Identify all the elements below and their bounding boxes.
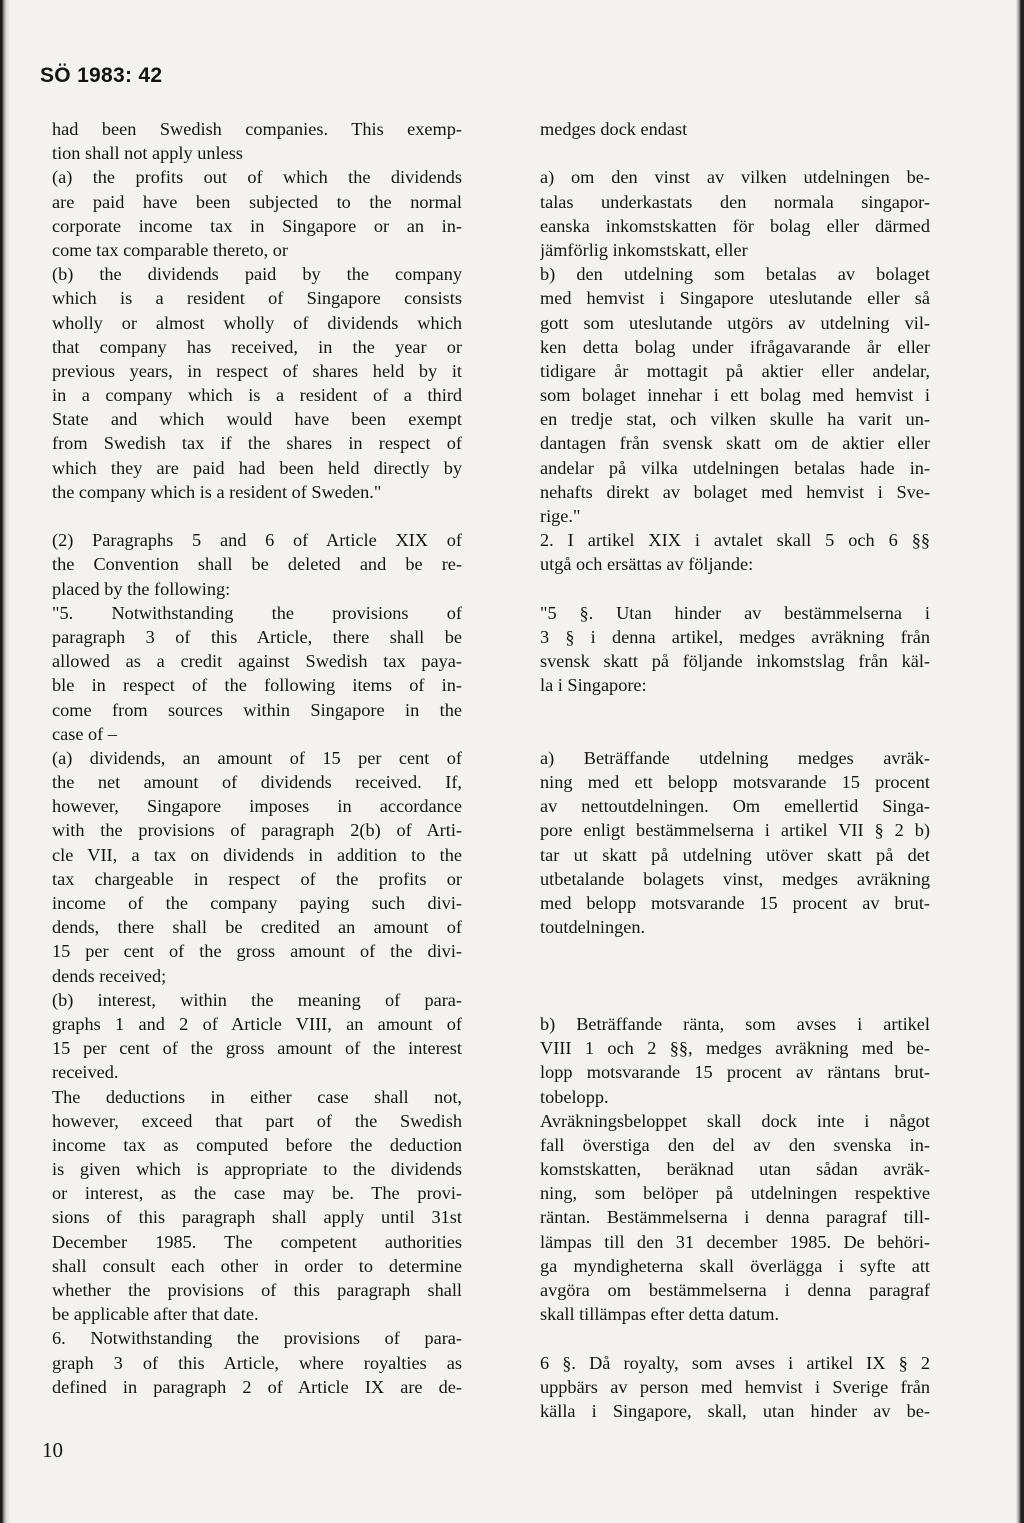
swedish-text-line: utgå och ersättas av följande: <box>540 554 754 575</box>
swedish-blank-line <box>540 1326 930 1350</box>
swedish-blank-line <box>540 722 930 746</box>
swedish-text-line: av nettoutdelningen. Om emellertid Singa- <box>540 796 930 817</box>
english-text-line: (2) Paragraphs 5 and 6 of Article XIX of <box>52 530 462 551</box>
english-text-line: dends, there shall be credited an amount of <box>52 917 462 938</box>
swedish-text-line: rige." <box>540 506 581 526</box>
english-text-line: (a) dividends, an amount of 15 per cent of <box>52 747 462 768</box>
swedish-text-line: komstskatten, beräknad utan sådan avräk- <box>540 1159 930 1180</box>
swedish-text-line: källa i Singapore, skall, utan hinder av be- <box>540 1400 930 1421</box>
english-text-line: The deductions in either case shall not, <box>52 1086 462 1107</box>
english-text-line: allowed as a credit against Swedish tax paya- <box>52 651 462 672</box>
english-text-line: dends received; <box>52 965 167 986</box>
english-text-line: sions of this paragraph shall apply until 31st <box>52 1207 462 1228</box>
swedish-text-line: 3 § i denna artikel, medges avräkning från <box>540 626 930 647</box>
swedish-text-line: skall tillämpas efter detta datum. <box>540 1304 780 1325</box>
english-text-line: corporate income tax in Singapore or an in- <box>52 215 462 236</box>
swedish-text-line: 6 §. Då royalty, som avses i artikel IX § 2 <box>540 1352 930 1373</box>
english-text-line: come from sources within Singapore in the <box>52 699 462 720</box>
english-text-line: 15 per cent of the gross amount of the divi- <box>52 941 462 962</box>
swedish-text-line: med belopp motsvarande 15 procent av brut- <box>540 893 930 913</box>
english-text-line: (b) the dividends paid by the company <box>52 264 462 285</box>
english-text-line: 15 per cent of the gross amount of the interest <box>52 1038 462 1059</box>
english-blank-line <box>52 504 462 528</box>
swedish-text-line: en tredje stat, och vilken skulle ha varit un- <box>540 409 930 430</box>
swedish-text-line: talas underkastats den normala singapor- <box>540 191 930 212</box>
english-text-line: State and which would have been exempt <box>52 409 462 430</box>
english-text-line: had been Swedish companies. This exemp- <box>52 119 462 139</box>
english-text-line: is given which is appropriate to the dividends <box>52 1159 462 1180</box>
english-text-line: with the provisions of paragraph 2(b) of Arti- <box>52 820 462 841</box>
swedish-text-line: pore enligt bestämmelserna i artikel VII § 2 b) <box>540 820 930 841</box>
english-text-line: come tax comparable thereto, or <box>52 239 289 260</box>
english-text-line: that company has received, in the year or <box>52 336 462 357</box>
swedish-text-line: b) Beträffande ränta, som avses i artikel <box>540 1013 930 1034</box>
swedish-blank-line <box>540 698 930 722</box>
swedish-text-line: andelar på vilka utdelningen betalas hade in- <box>540 457 930 478</box>
swedish-blank-line <box>540 577 930 601</box>
swedish-text-line: gott som uteslutande utgörs av utdelning vil- <box>540 312 930 333</box>
english-text-line: income tax as computed before the deduction <box>52 1134 462 1155</box>
english-text-line: received. <box>52 1062 119 1083</box>
english-text-line: whether the provisions of this paragraph shall <box>52 1280 462 1300</box>
swedish-text-column <box>540 117 930 1423</box>
swedish-blank-line <box>540 964 930 988</box>
swedish-text-line: fall överstiga den del av den svenska in- <box>540 1134 930 1155</box>
swedish-text-line: avgöra om bestämmelserna i denna paragraf <box>540 1280 930 1300</box>
english-text-line: or interest, as the case may be. The provi- <box>52 1183 462 1204</box>
english-text-line: graphs 1 and 2 of Article VIII, an amount of <box>52 1013 462 1034</box>
swedish-text-line: a) om den vinst av vilken utdelningen be- <box>540 167 930 188</box>
swedish-text-line: 2. I artikel XIX i avtalet skall 5 och 6 §§ <box>540 530 930 551</box>
swedish-text-line: svensk skatt på följande inkomstslag från käl- <box>540 651 930 672</box>
swedish-text-line: ning med ett belopp motsvarande 15 procent <box>540 772 930 793</box>
english-text-line: ble in respect of the following items of in- <box>52 675 462 696</box>
english-text-line: defined in paragraph 2 of Article IX are de- <box>52 1376 462 1397</box>
swedish-text-line: toutdelningen. <box>540 917 646 938</box>
english-text-line: previous years, in respect of shares held by it <box>52 360 462 381</box>
english-text-line: the company which is a resident of Sweden." <box>52 481 382 502</box>
document-reference-header: SÖ 1983: 42 <box>40 64 163 87</box>
swedish-text-line: la i Singapore: <box>540 675 647 696</box>
swedish-text-line: ken detta bolag under ifrågavarande år eller <box>540 336 930 357</box>
english-text-line: December 1985. The competent authorities <box>52 1231 462 1252</box>
english-text-line: wholly or almost wholly of dividends which <box>52 312 462 333</box>
swedish-text-line: eanska inkomstskatten för bolag eller därmed <box>540 215 930 236</box>
english-text-line: 6. Notwithstanding the provisions of para- <box>52 1328 462 1349</box>
english-text-line: the Convention shall be deleted and be re- <box>52 554 462 575</box>
swedish-text-line: tidigare år mottagit på aktier eller andelar, <box>540 360 930 381</box>
english-text-line: (a) the profits out of which the dividends <box>52 167 462 188</box>
english-text-line: which they are paid had been held directly by <box>52 457 462 478</box>
english-text-line: placed by the following: <box>52 578 231 599</box>
english-text-line: however, Singapore imposes in accordance <box>52 796 462 817</box>
swedish-blank-line <box>540 939 930 963</box>
swedish-text-line: som bolaget innehar i ett bolag med hemvist i <box>540 385 930 406</box>
swedish-text-line: med hemvist i Singapore uteslutande eller så <box>540 288 930 309</box>
english-text-line: (b) interest, within the meaning of para- <box>52 989 462 1010</box>
swedish-text-line: dantagen från svensk skatt om de aktier eller <box>540 433 930 454</box>
english-text-line: cle VII, a tax on dividends in addition to the <box>52 844 462 865</box>
swedish-blank-line <box>540 988 930 1012</box>
swedish-text-line: ning, som belöper på utdelningen respektive <box>540 1183 930 1204</box>
swedish-text-line: tar ut skatt på utdelning utöver skatt på det <box>540 844 930 865</box>
swedish-text-line: jämförlig inkomstskatt, eller <box>540 239 748 260</box>
english-text-line: income of the company paying such divi- <box>52 893 462 913</box>
english-text-line: paragraph 3 of this Article, there shall be <box>52 626 462 647</box>
english-text-line: graph 3 of this Article, where royalties as <box>52 1352 462 1373</box>
english-text-line: from Swedish tax if the shares in respect of <box>52 433 462 454</box>
page-number: 10 <box>42 1438 63 1462</box>
swedish-text-line: nehafts direkt av bolaget med hemvist i Sve- <box>540 481 930 502</box>
scan-edge-left <box>0 0 10 1523</box>
swedish-text-line: ga myndigheterna skall överlägga i syfte att <box>540 1255 930 1276</box>
swedish-text-line: b) den utdelning som betalas av bolaget <box>540 264 930 285</box>
english-text-line: are paid have been subjected to the normal <box>52 191 462 212</box>
english-text-line: in a company which is a resident of a third <box>52 385 462 406</box>
swedish-text-line: räntan. Bestämmelserna i denna paragraf till- <box>540 1207 930 1228</box>
swedish-text-line: lopp motsvarande 15 procent av räntans brut- <box>540 1062 930 1083</box>
english-text-line: however, exceed that part of the Swedish <box>52 1110 462 1131</box>
swedish-text-line: "5 §. Utan hinder av bestämmelserna i <box>540 602 930 623</box>
english-text-line: tion shall not apply unless <box>52 143 243 164</box>
english-text-line: the net amount of dividends received. If, <box>52 772 462 793</box>
swedish-text-line: utbetalande bolagets vinst, medges avräkning <box>540 868 930 889</box>
swedish-text-line: Avräkningsbeloppet skall dock inte i något <box>540 1110 930 1131</box>
swedish-text-line: medges dock endast <box>540 119 688 139</box>
swedish-text-line: lämpas till den 31 december 1985. De behöri- <box>540 1231 930 1252</box>
swedish-blank-line <box>540 141 930 165</box>
swedish-text-line: VIII 1 och 2 §§, medges avräkning med be- <box>540 1038 930 1059</box>
english-text-line: tax chargeable in respect of the profits or <box>52 868 462 889</box>
english-text-line: "5. Notwithstanding the provisions of <box>52 602 462 623</box>
swedish-text-line: tobelopp. <box>540 1086 609 1107</box>
english-text-column <box>52 117 462 1399</box>
english-text-line: be applicable after that date. <box>52 1304 259 1325</box>
swedish-text-line: a) Beträffande utdelning medges avräk- <box>540 747 930 768</box>
swedish-text-line: uppbärs av person med hemvist i Sverige från <box>540 1376 930 1397</box>
english-text-line: which is a resident of Singapore consists <box>52 288 462 309</box>
english-text-line: shall consult each other in order to determine <box>52 1255 462 1276</box>
english-text-line: case of – <box>52 723 117 744</box>
scan-edge-right <box>1016 0 1024 1523</box>
